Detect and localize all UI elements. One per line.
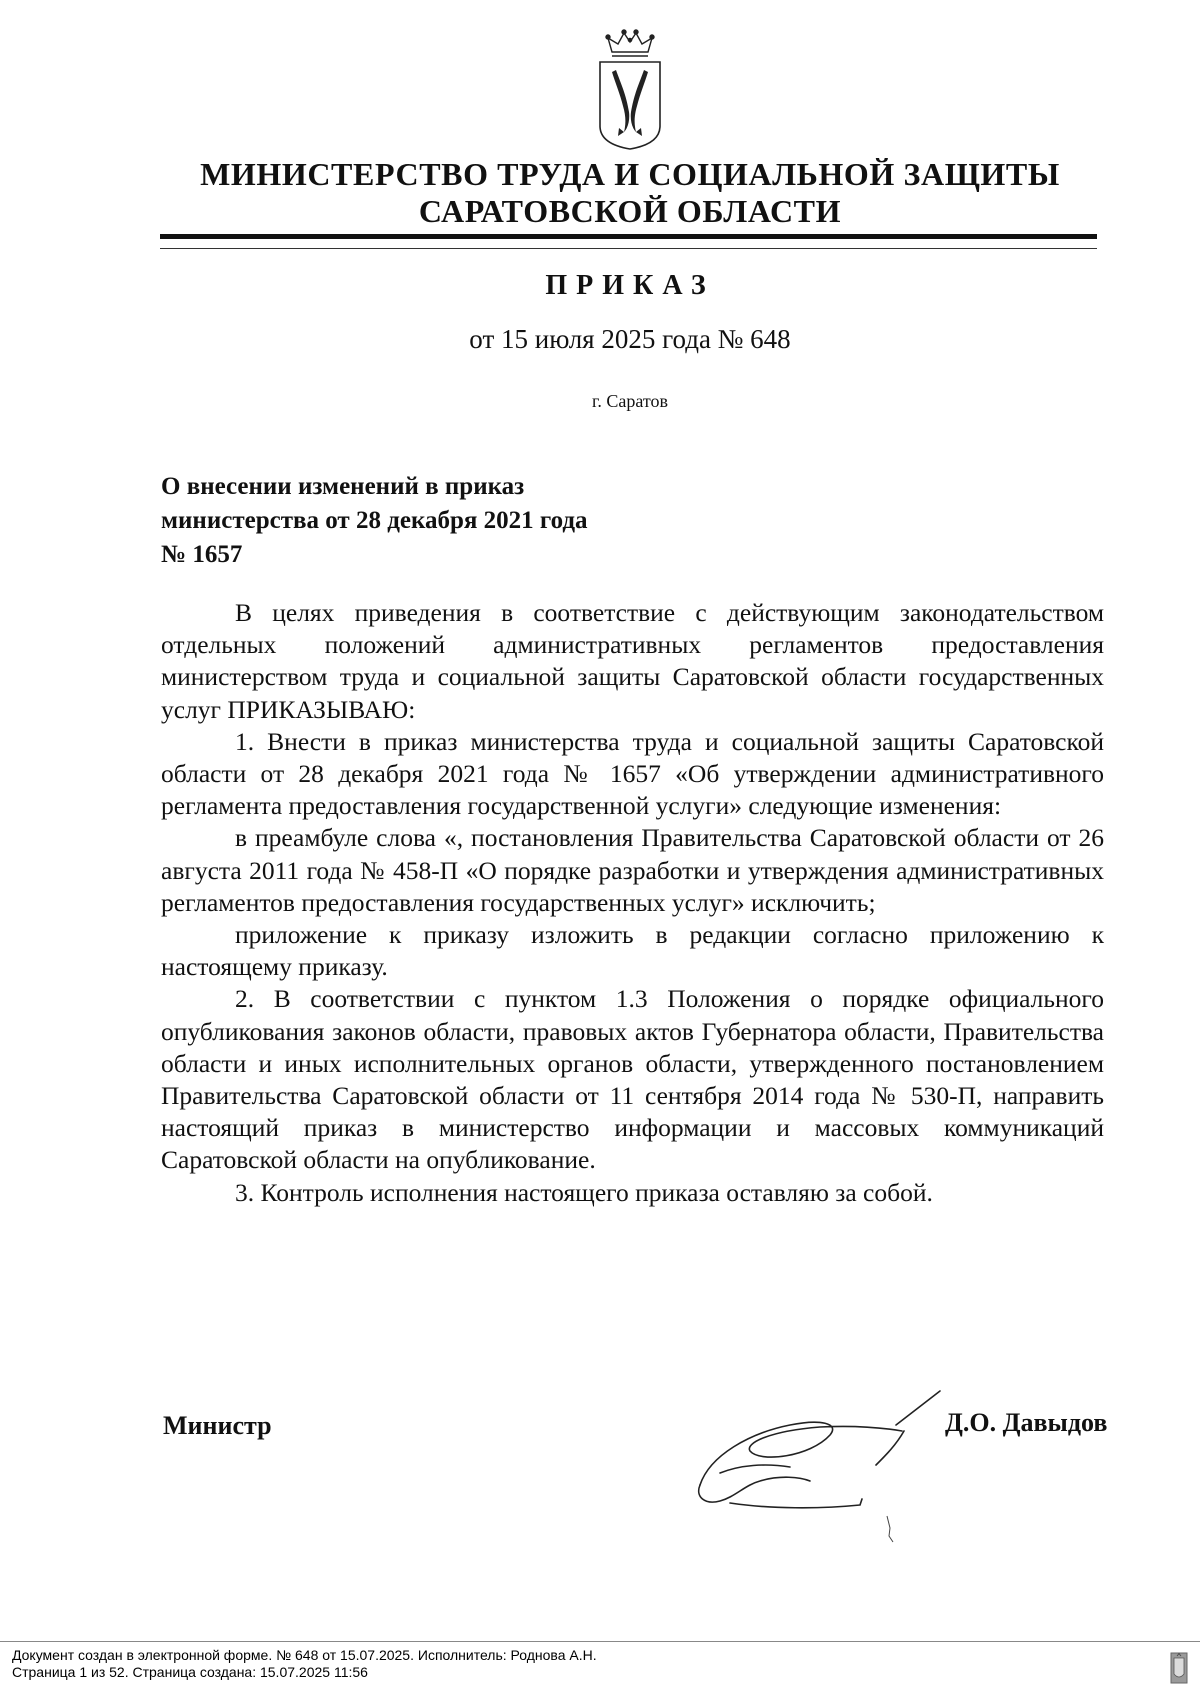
body-paragraph-preamble-change: в преамбуле слова «, постановления Правительства Саратовской области от 26 августа 2011 года № 458-П «О порядке разработки и утверждения административных регламентов предоставления государственных услуг» исключить; xyxy=(161,823,1104,917)
signer-name: Д.О. Давыдов xyxy=(945,1408,1108,1437)
ministry-title-line1: МИНИСТЕРСТВО ТРУДА И СОЦИАЛЬНОЙ ЗАЩИТЫ xyxy=(200,156,1060,192)
order-subject xyxy=(161,470,588,572)
body-paragraph-item-1: 1. Внести в приказ министерства труда и социальной защиты Саратовской области от 28 декабря 2021 года № 1657 «Об утверждении административного регламента предоставления государственной услуги» следующие изменения: xyxy=(161,726,1104,821)
ministry-title xyxy=(160,156,1100,230)
order-title: ПРИКАЗ xyxy=(545,270,715,301)
electronic-document-footer xyxy=(12,1647,597,1681)
order-body xyxy=(161,597,1104,1209)
coat-of-arms-icon xyxy=(588,28,672,152)
pen-mark xyxy=(884,1514,898,1544)
header-divider-thick xyxy=(160,234,1097,239)
subject-line1: О внесении изменений в приказ xyxy=(161,473,525,500)
footer-divider xyxy=(0,1641,1200,1642)
footer-line2: Страница 1 из 52. Страница создана: 15.07.2025 11:56 xyxy=(12,1664,368,1680)
ministry-title-line2: САРАТОВСКОЙ ОБЛАСТИ xyxy=(418,193,842,229)
document-stamp-icon xyxy=(1170,1652,1188,1684)
body-paragraph-item-3: 3. Контроль исполнения настоящего приказа оставляю за собой. xyxy=(235,1177,933,1207)
footer-line1: Документ создан в электронной форме. № 648 от 15.07.2025. Исполнитель: Роднова А.Н. xyxy=(12,1647,597,1663)
body-paragraph-item-2: 2. В соответствии с пунктом 1.3 Положения о порядке официального опубликования законов области, правовых актов Губернатора области, Правительства области и иных исполнительных органов области, утвержденного постановлением Правительства Саратовской области от 11 сентября 2014 года № 530-П, направить настоящий приказ в министерство информации и массовых коммуникаций Саратовской области на опубликование. xyxy=(161,984,1104,1175)
subject-line2: министерства от 28 декабря 2021 года xyxy=(161,507,588,534)
header-divider-thin xyxy=(160,248,1097,249)
order-city: г. Саратов xyxy=(592,391,668,411)
order-date: от 15 июля 2025 года № 648 xyxy=(469,324,791,354)
subject-line3: № 1657 xyxy=(161,541,243,568)
body-paragraph-appendix-change: приложение к приказу изложить в редакции согласно приложению к настоящему приказу. xyxy=(161,920,1104,982)
handwritten-signature xyxy=(690,1385,960,1535)
body-paragraph-preamble: В целях приведения в соответствие с действующим законодательством отдельных положений административных регламентов предоставления министерством труда и социальной защиты Саратовской области государственных услуг ПРИКАЗЫВАЮ: xyxy=(161,598,1104,724)
signer-title: Министр xyxy=(163,1411,272,1440)
